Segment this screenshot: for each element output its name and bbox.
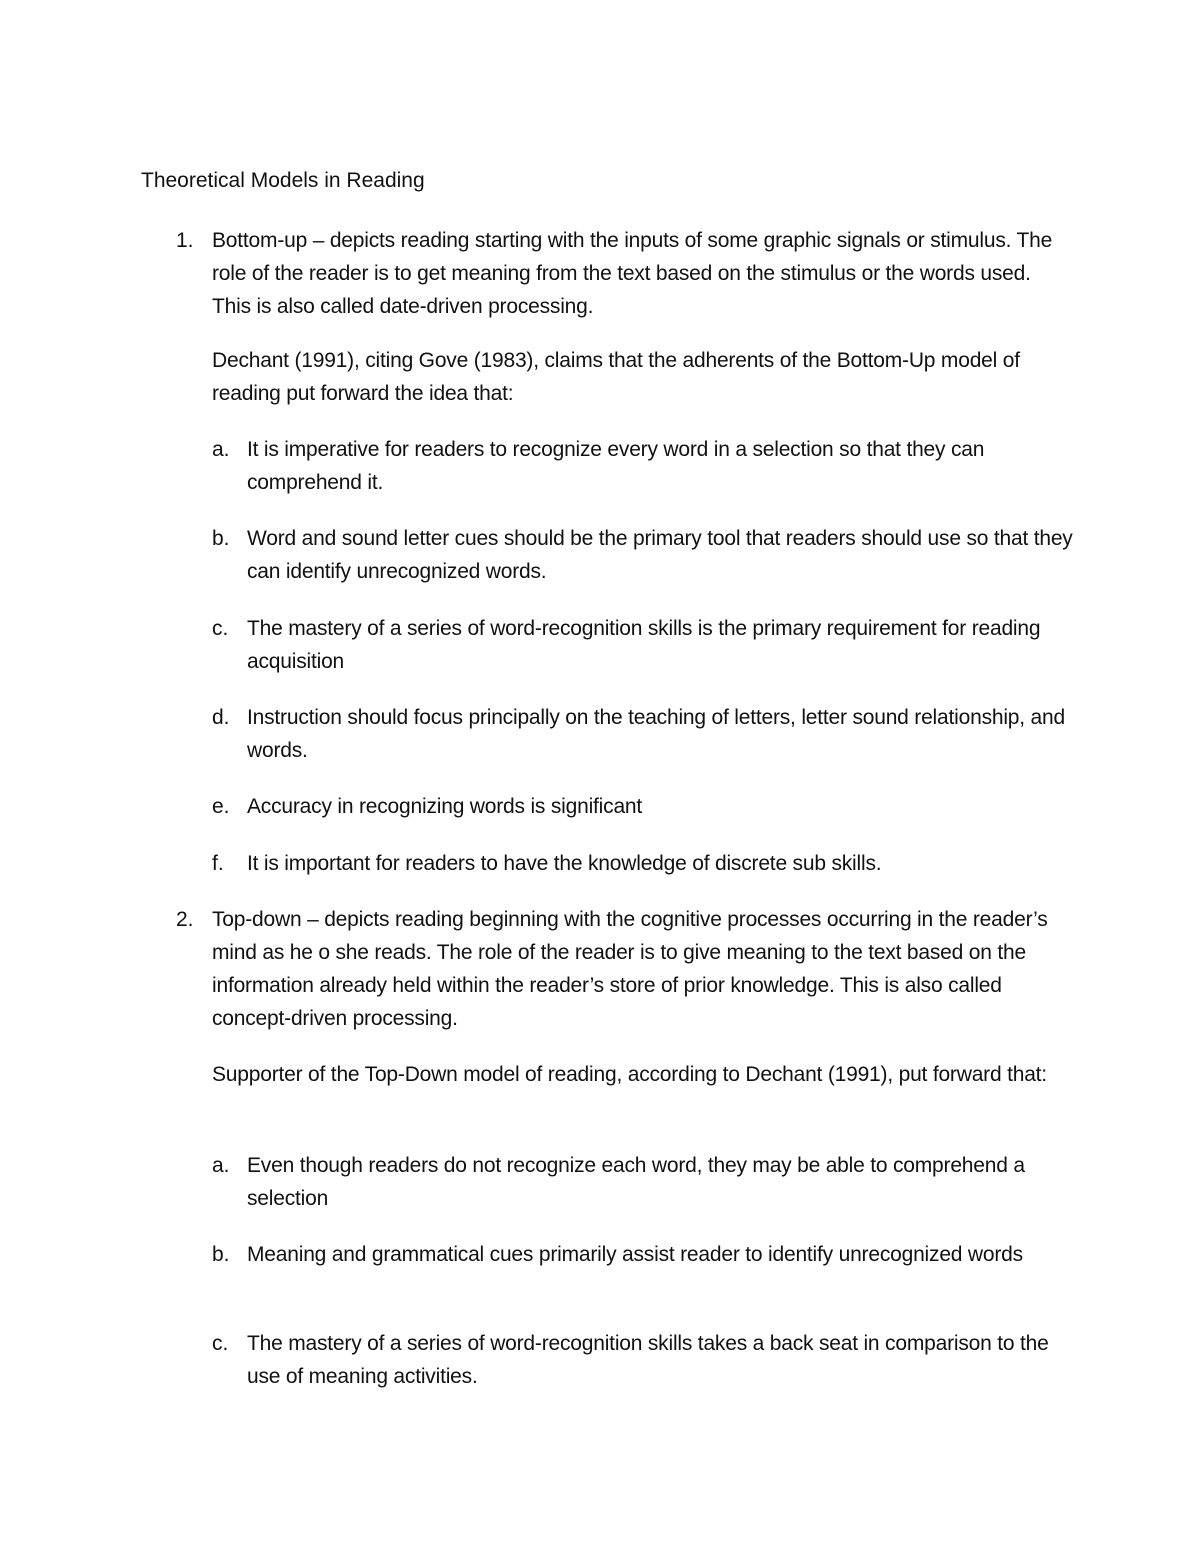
list-item-text: Word and sound letter cues should be the primary tool that readers should use so that they can identify unrecognized words.: [247, 527, 1073, 583]
list-item-text: The mastery of a series of word-recognition skills is the primary requirement for reading acquisition: [247, 617, 1041, 673]
list-letter: c.: [212, 617, 229, 640]
list-letter: a.: [212, 438, 230, 461]
list-letter: c.: [212, 1332, 229, 1355]
section-intro: Dechant (1991), citing Gove (1983), claims that the adherents of the Bottom-Up model of reading put forward the idea that:: [212, 349, 1020, 405]
list-letter: b.: [212, 1243, 230, 1266]
document-title: Theoretical Models in Reading: [141, 169, 425, 192]
list-item-text: It is imperative for readers to recognize every word in a selection so that they can comprehend it.: [247, 438, 985, 494]
list-item-text: The mastery of a series of word-recognition skills takes a back seat in comparison to the use of meaning activities.: [247, 1332, 1049, 1388]
list-number: 2.: [176, 908, 194, 931]
list-letter: f.: [212, 852, 224, 875]
section-intro: Supporter of the Top-Down model of reading, according to Dechant (1991), put forward that:: [212, 1063, 1047, 1086]
list-letter: d.: [212, 706, 230, 729]
list-letter: e.: [212, 795, 230, 818]
section-paragraph: Bottom-up – depicts reading starting with the inputs of some graphic signals or stimulus. The role of the reader is to get meaning from the text based on the stimulus or the words used. This is also called date-driven processing.: [212, 229, 1053, 318]
section-paragraph: Top-down – depicts reading beginning with the cognitive processes occurring in the reader’s mind as he o she reads. The role of the reader is to give meaning to the text based on the information already held within the reader’s store of prior knowledge. This is also called concept-driven processing.: [212, 908, 1048, 1030]
list-item-text: Even though readers do not recognize each word, they may be able to comprehend a selection: [247, 1154, 1025, 1210]
list-letter: b.: [212, 527, 230, 550]
list-item-text: Instruction should focus principally on the teaching of letters, letter sound relationship, and words.: [247, 706, 1065, 762]
list-letter: a.: [212, 1154, 230, 1177]
list-number: 1.: [176, 229, 194, 252]
list-item-text: It is important for readers to have the knowledge of discrete sub skills.: [247, 852, 882, 875]
list-item-text: Meaning and grammatical cues primarily assist reader to identify unrecognized words: [247, 1243, 1023, 1266]
list-item-text: Accuracy in recognizing words is significant: [247, 795, 643, 818]
